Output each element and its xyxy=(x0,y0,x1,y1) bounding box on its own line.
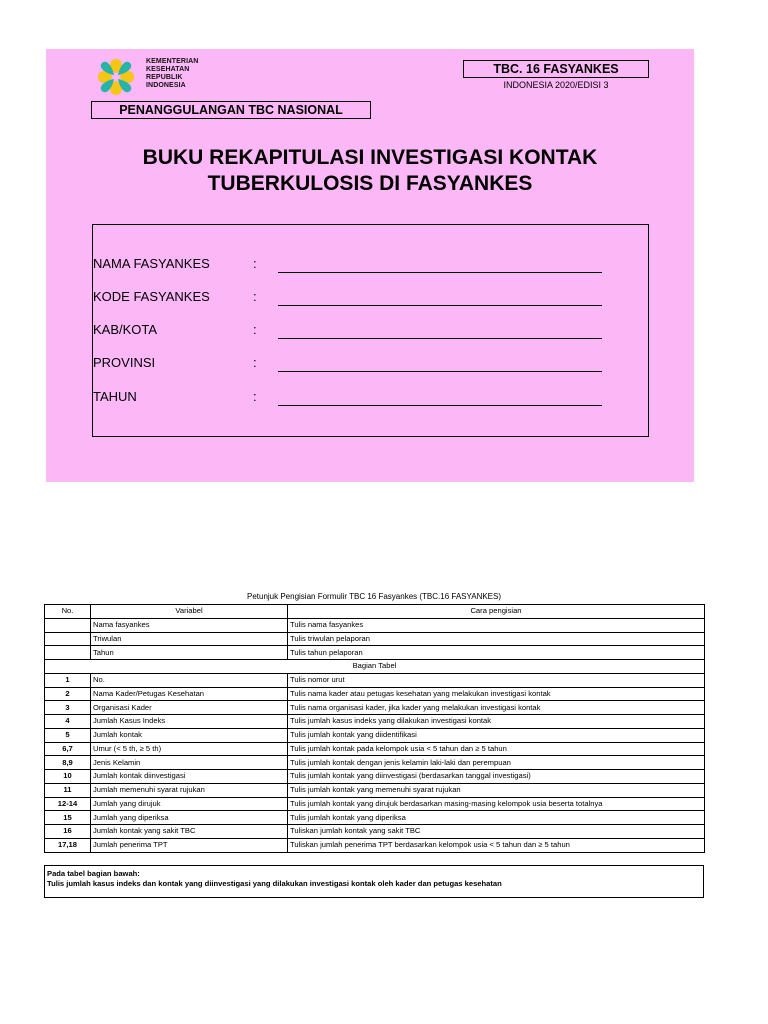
table-row xyxy=(45,701,705,715)
cell-method: Tulis jumlah kontak yang dirujuk berdasarkan masing-masing kelompok usia beserta totalnya xyxy=(288,797,705,811)
cell-no: 4 xyxy=(45,715,91,729)
cell-no: 3 xyxy=(45,701,91,715)
header-variable: Variabel xyxy=(91,605,288,619)
cell-method: Tulis jumlah kasus indeks yang dilakukan investigasi kontak xyxy=(288,715,705,729)
cell-variable: Jumlah kontak xyxy=(91,728,288,742)
cell-no xyxy=(45,646,91,660)
instructions-table xyxy=(44,604,705,853)
cell-method: Tulis nama fasyankes xyxy=(288,618,705,632)
cell-method: Tulis jumlah kontak yang memenuhi syarat rujukan xyxy=(288,783,705,797)
cell-no: 8,9 xyxy=(45,756,91,770)
cell-method: Tuliskan jumlah penerima TPT berdasarkan kelompok usia < 5 tahun dan ≥ 5 tahun xyxy=(288,838,705,852)
cell-no: 16 xyxy=(45,825,91,839)
document-title: BUKU REKAPITULASI INVESTIGASI KONTAK TUBERKULOSIS DI FASYANKES xyxy=(142,146,598,195)
cover-panel xyxy=(46,49,694,482)
cell-method: Tulis jumlah kontak yang diinvestigasi (berdasarkan tanggal investigasi) xyxy=(288,770,705,784)
cell-no: 6,7 xyxy=(45,742,91,756)
ministry-logo-icon xyxy=(94,55,154,99)
cell-variable: Jumlah kontak diinvestigasi xyxy=(91,770,288,784)
identity-form xyxy=(92,224,649,437)
cell-method: Tulis jumlah kontak yang diidentifikasi xyxy=(288,728,705,742)
table-row xyxy=(45,838,705,852)
note-text: Tulis jumlah kasus indeks dan kontak yang diinvestigasi yang dilakukan investigasi kontak oleh kader dan petugas kesehatan xyxy=(47,879,502,888)
header-method: Cara pengisian xyxy=(288,605,705,619)
cell-variable: Jumlah penerima TPT xyxy=(91,838,288,852)
table-row xyxy=(45,825,705,839)
field-kab-kota: KAB/KOTA : xyxy=(93,322,648,342)
program-badge: PENANGGULANGAN TBC NASIONAL xyxy=(91,101,371,119)
input-line[interactable] xyxy=(278,338,602,339)
cell-variable: Jenis Kelamin xyxy=(91,756,288,770)
cell-no: 1 xyxy=(45,673,91,687)
ministry-name: KEMENTERIAN KESEHATAN REPUBLIK INDONESIA xyxy=(146,58,199,89)
cell-no xyxy=(45,632,91,646)
cell-variable: Tahun xyxy=(91,646,288,660)
instructions-title: Petunjuk Pengisian Formulir TBC 16 Fasyankes (TBC.16 FASYANKES) xyxy=(246,592,502,601)
cell-variable: Jumlah yang diperiksa xyxy=(91,811,288,825)
cell-no: 15 xyxy=(45,811,91,825)
table-row xyxy=(45,632,705,646)
table-row xyxy=(45,783,705,797)
table-row xyxy=(45,728,705,742)
input-line[interactable] xyxy=(278,305,602,306)
cell-variable: No. xyxy=(91,673,288,687)
cell-no: 11 xyxy=(45,783,91,797)
cell-no xyxy=(45,618,91,632)
input-line[interactable] xyxy=(278,272,602,273)
cell-no: 17,18 xyxy=(45,838,91,852)
cell-method: Tulis jumlah kontak dengan jenis kelamin laki-laki dan perempuan xyxy=(288,756,705,770)
cell-variable: Jumlah yang dirujuk xyxy=(91,797,288,811)
cell-variable: Nama Kader/Petugas Kesehatan xyxy=(91,687,288,701)
cell-method: Tulis nama kader atau petugas kesehatan yang melakukan investigasi kontak xyxy=(288,687,705,701)
table-row xyxy=(45,715,705,729)
table-row xyxy=(45,673,705,687)
cell-method: Tulis tahun pelaporan xyxy=(288,646,705,660)
cell-method: Tuliskan jumlah kontak yang sakit TBC xyxy=(288,825,705,839)
edition-text: INDONESIA 2020/EDISI 3 xyxy=(503,80,609,90)
form-code-badge: TBC. 16 FASYANKES xyxy=(463,60,649,78)
note-title: Pada tabel bagian bawah: xyxy=(47,869,140,878)
cell-variable: Jumlah memenuhi syarat rujukan xyxy=(91,783,288,797)
cell-variable: Jumlah Kasus Indeks xyxy=(91,715,288,729)
field-tahun: TAHUN : xyxy=(93,389,648,409)
input-line[interactable] xyxy=(278,405,602,406)
cell-no: 2 xyxy=(45,687,91,701)
table-header-row xyxy=(45,605,705,619)
table-row xyxy=(45,797,705,811)
section-row xyxy=(45,660,705,674)
cell-method: Tulis triwulan pelaporan xyxy=(288,632,705,646)
input-line[interactable] xyxy=(278,371,602,372)
cell-variable: Nama fasyankes xyxy=(91,618,288,632)
table-row xyxy=(45,646,705,660)
cell-method: Tulis nama organisasi kader, jika kader yang melakukan investigasi kontak xyxy=(288,701,705,715)
cell-method: Tulis jumlah kontak pada kelompok usia < 5 tahun dan ≥ 5 tahun xyxy=(288,742,705,756)
cell-variable: Umur (< 5 th, ≥ 5 th) xyxy=(91,742,288,756)
cell-method: Tulis nomor urut xyxy=(288,673,705,687)
note-box xyxy=(44,865,704,898)
table-row xyxy=(45,770,705,784)
field-nama-fasyankes: NAMA FASYANKES : xyxy=(93,256,648,276)
table-row xyxy=(45,687,705,701)
cell-no: 12-14 xyxy=(45,797,91,811)
field-kode-fasyankes: KODE FASYANKES : xyxy=(93,289,648,309)
header-no: No. xyxy=(45,605,91,619)
cell-method: Tulis jumlah kontak yang diperiksa xyxy=(288,811,705,825)
cell-variable: Organisasi Kader xyxy=(91,701,288,715)
table-row xyxy=(45,756,705,770)
table-row xyxy=(45,618,705,632)
cell-variable: Jumlah kontak yang sakit TBC xyxy=(91,825,288,839)
cell-variable: Triwulan xyxy=(91,632,288,646)
table-row xyxy=(45,742,705,756)
table-row xyxy=(45,811,705,825)
cell-no: 10 xyxy=(45,770,91,784)
section-label: Bagian Tabel xyxy=(45,660,705,674)
cell-no: 5 xyxy=(45,728,91,742)
field-provinsi: PROVINSI : xyxy=(93,355,648,375)
